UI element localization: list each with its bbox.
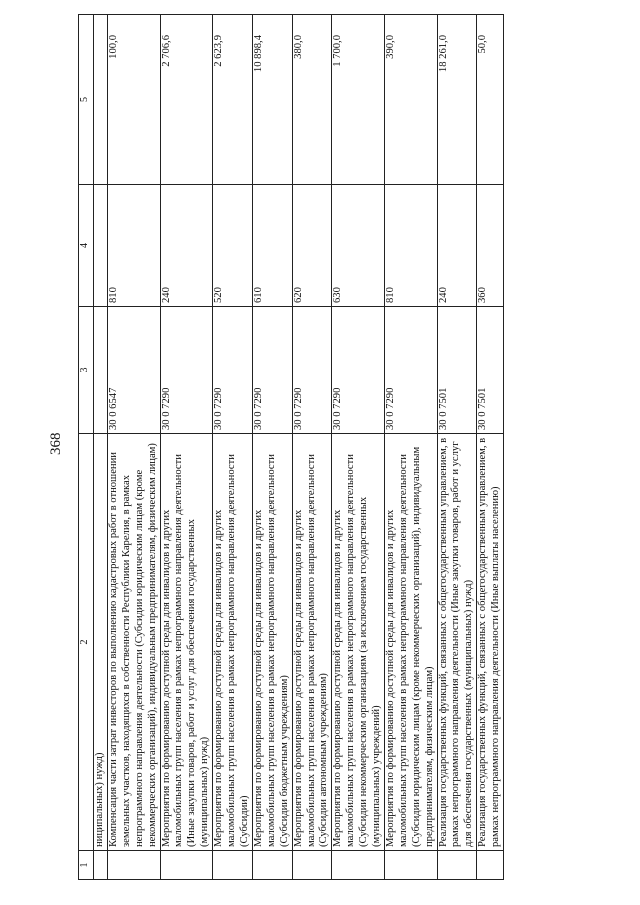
row-name-cell: Реализация государственных функций, связанных с общегосударственным управлением, в рамках непрограммного направления деятельности (Иные выплаты населению): [477, 434, 504, 851]
row-name-cell: Мероприятия по формированию доступной среды для инвалидов и других маломобильных групп населения в рамках непрограммного направления деятельности (Субсидии): [213, 434, 253, 851]
row-code-cell: 30 0 7290: [213, 307, 253, 434]
header-row: [79, 15, 94, 880]
row-number-cell: [252, 851, 292, 880]
row-amount-cell: 18 261,0: [437, 15, 477, 185]
table-row: [477, 15, 504, 880]
row-number-cell: [213, 851, 253, 880]
row-number-cell: [477, 851, 504, 880]
page-number: 368: [48, 432, 64, 455]
row-number-cell: [94, 851, 108, 880]
row-amount-cell: [94, 15, 108, 185]
table-row: [384, 15, 437, 880]
table-row: [160, 15, 213, 880]
row-name-cell: Реализация государственных функций, связанных с общегосударственным управлением, в рамках непрограммного направления деятельности (Иные закупки товаров, работ и услуг для обеспечения государственных (муниципальных) нужд): [437, 434, 477, 851]
row-kvr-cell: 630: [332, 185, 385, 307]
row-kvr-cell: 810: [384, 185, 437, 307]
row-code-cell: 30 0 6547: [107, 307, 160, 434]
row-number-cell: [292, 851, 332, 880]
row-name-cell: Мероприятия по формированию доступной среды для инвалидов и других маломобильных групп населения в рамках непрограммного направления деятельности (Субсидии бюджетным учреждениям): [252, 434, 292, 851]
row-name-cell: Мероприятия по формированию доступной среды для инвалидов и других маломобильных групп населения в рамках непрограммного направления деятельности (Субсидии автономным учреждениям): [292, 434, 332, 851]
row-kvr-cell: 240: [160, 185, 213, 307]
row-amount-cell: 390,0: [384, 15, 437, 185]
row-kvr-cell: 520: [213, 185, 253, 307]
row-kvr-cell: 240: [437, 185, 477, 307]
row-code-cell: 30 0 7290: [292, 307, 332, 434]
row-kvr-cell: 810: [107, 185, 160, 307]
row-amount-cell: 50,0: [477, 15, 504, 185]
table-row: [213, 15, 253, 880]
table-row: [437, 15, 477, 880]
row-code-cell: 30 0 7290: [332, 307, 385, 434]
row-name-cell: Мероприятия по формированию доступной среды для инвалидов и других маломобильных групп населения в рамках непрограммного направления деятельности (Субсидии некоммерческим организациям (за исключением государственных (муниципальных) учреждений): [332, 434, 385, 851]
row-name-cell: Мероприятия по формированию доступной среды для инвалидов и других маломобильных групп населения в рамках непрограммного направления деятельности (Субсидии юридическим лицам (кроме некоммерческих организаций), индивидуальным предпринимателям, физическим лицам): [384, 434, 437, 851]
row-amount-cell: 2 623,9: [213, 15, 253, 185]
table-row: [332, 15, 385, 880]
header-col-2: 2: [79, 434, 94, 851]
row-kvr-cell: 610: [252, 185, 292, 307]
row-name-cell: ниципальных) нужд): [94, 434, 108, 851]
row-code-cell: 30 0 7290: [160, 307, 213, 434]
header-col-5: 5: [79, 15, 94, 185]
row-name-cell: Мероприятия по формированию доступной среды для инвалидов и других маломобильных групп населения в рамках непрограммного направления деятельности (Иные закупки товаров, работ и услуг для обеспечения государственных (муниципальных) нужд): [160, 434, 213, 851]
row-name-cell: Компенсация части затрат инвесторов по выполнению кадастровых работ в отношении земельных участков, находящихся в собственности Республики Карелия, в рамках непрограммного направления деятельности (Субсидии юридическим лицам (кроме некоммерческих организаций), индивидуальным предпринимателям, физическим лицам): [107, 434, 160, 851]
table-row: [107, 15, 160, 880]
table-row: [94, 15, 108, 880]
budget-table: [78, 14, 504, 880]
header-col-1: 1: [79, 851, 94, 880]
row-code-cell: 30 0 7501: [477, 307, 504, 434]
row-code-cell: 30 0 7290: [252, 307, 292, 434]
row-code-cell: [94, 307, 108, 434]
row-amount-cell: 10 898,4: [252, 15, 292, 185]
rotated-page-content: [78, 35, 593, 880]
row-number-cell: [107, 851, 160, 880]
table-row: [292, 15, 332, 880]
row-number-cell: [437, 851, 477, 880]
row-code-cell: 30 0 7290: [384, 307, 437, 434]
row-amount-cell: 2 706,6: [160, 15, 213, 185]
row-number-cell: [332, 851, 385, 880]
row-number-cell: [384, 851, 437, 880]
table-row: [252, 15, 292, 880]
row-kvr-cell: 620: [292, 185, 332, 307]
row-amount-cell: 100,0: [107, 15, 160, 185]
header-col-3: 3: [79, 307, 94, 434]
row-number-cell: [160, 851, 213, 880]
row-code-cell: 30 0 7501: [437, 307, 477, 434]
header-col-4: 4: [79, 185, 94, 307]
row-amount-cell: 1 700,0: [332, 15, 385, 185]
row-kvr-cell: 360: [477, 185, 504, 307]
row-amount-cell: 380,0: [292, 15, 332, 185]
row-kvr-cell: [94, 185, 108, 307]
